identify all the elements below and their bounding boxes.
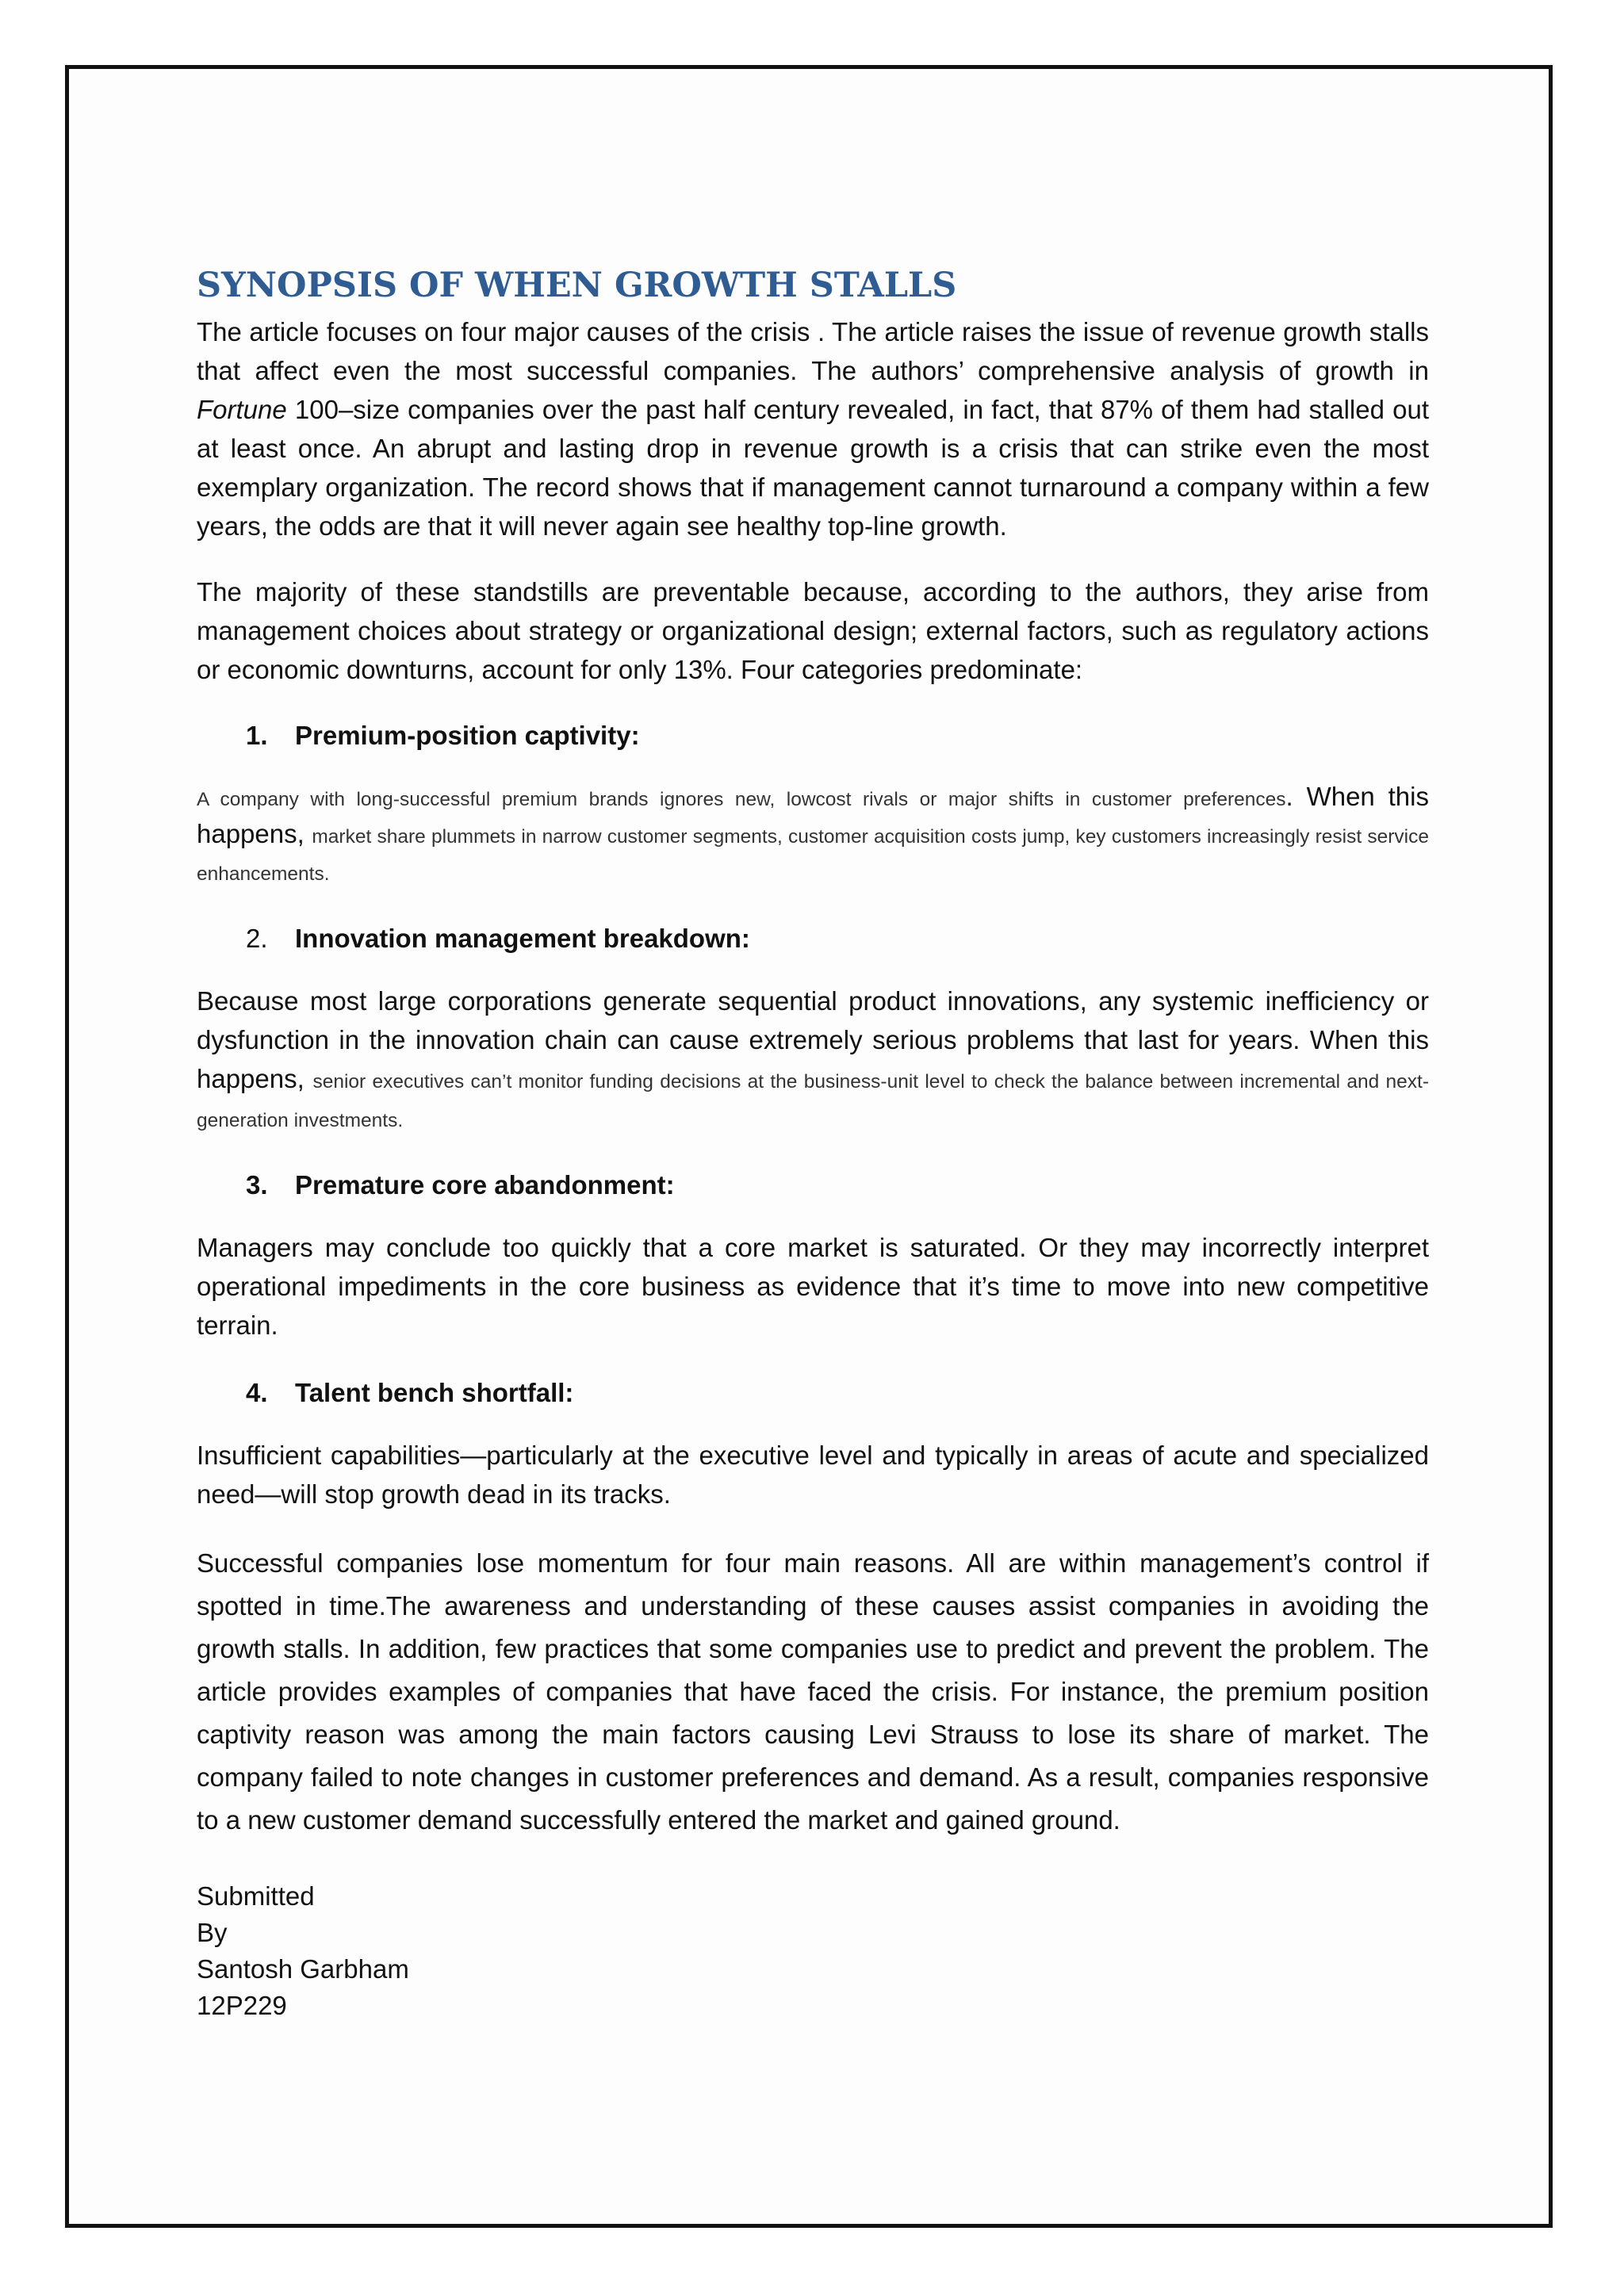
item-number: 3. [246,1170,268,1200]
item-heading-2 [197,919,1429,958]
item-body-4: Insufficient capabilities—particularly at the executive level and typically in areas of acute and specialized need—will stop growth dead in its tracks. [197,1441,1429,1509]
item-heading-text: Premium-position captivity: [295,721,640,750]
signature-id: 12P229 [197,1991,287,2020]
signature-submitted: Submitted [197,1881,315,1911]
item-number: 2. [246,924,268,953]
item-small-text: market share plummets in narrow customer segments, customer acquisition costs jump, key customers increasingly resist service enhancements. [197,826,1429,885]
item-heading-text: Premature core abandonment: [295,1170,675,1200]
item-normal-text: . When this happens, [197,782,1429,848]
item-heading-text: Innovation management breakdown: [295,924,750,953]
intro-text-2: 100–size companies over the past half century revealed, in fact, that 87% of them had stalled out at least once. An abrupt and lasting drop in revenue growth is a crisis that can strike even the most exemplary organization. The record shows that if management cannot turnaround a company within a few years, the odds are that it will never again see healthy top-line growth. [197,395,1429,541]
item-body-1 [197,779,1429,890]
item-number: 4. [246,1378,268,1407]
signature-name: Santosh Garbham [197,1954,409,1984]
item-body-3: Managers may conclude too quickly that a core market is saturated. Or they may incorrectly interpret operational impediments in the core business as evidence that it’s time to move into new competitive terrain. [197,1233,1429,1340]
item-number: 1. [246,721,268,750]
signature-by: By [197,1918,228,1947]
intro-italic: Fortune [197,395,287,424]
item-heading-4 [197,1373,1429,1412]
standstills-paragraph: The majority of these standstills are preventable because, according to the authors, they arise from management choices about strategy or organizational design; external factors, such as regulatory actions or economic downturns, account for only 13%. Four categories predominate: [197,577,1429,684]
signature-block [197,1878,1429,2024]
item-heading-text: Talent bench shortfall: [295,1378,574,1407]
item-small-text: A company with long-successful premium brands ignores new, lowcost rivals or major shifts in customer preferences [197,789,1286,810]
item-normal-text: Because most large corporations generate sequential product innovations, any systemic inefficiency or dysfunction in the innovation chain can cause extremely serious problems that last for years. When this happens, [197,986,1429,1093]
item-heading-3 [197,1165,1429,1204]
document-body [197,260,1429,2024]
intro-paragraph [197,312,1429,545]
intro-text-1: The article focuses on four major causes of the crisis . The article raises the issue of revenue growth stalls that affect even the most successful companies. The authors’ comprehensive analysis of growth in [197,317,1429,385]
item-small-text: senior executives can’t monitor funding decisions at the business-unit level to check the balance between incremental and next-generation investments. [197,1071,1429,1131]
page-title: SYNOPSIS OF WHEN GROWTH STALLS [197,266,957,305]
item-heading-1 [197,716,1429,755]
item-body-2 [197,982,1429,1137]
closing-paragraph: Successful companies lose momentum for four main reasons. All are within management’s control if spotted in time.The awareness and understanding of these causes assist companies in avoiding the growth stalls. In addition, few practices that some companies use to predict and prevent the problem. The article provides examples of companies that have faced the crisis. For instance, the premium position captivity reason was among the main factors causing Levi Strauss to lose its share of market. The company failed to note changes in customer preferences and demand. As a result, companies responsive to a new customer demand successfully entered the market and gained ground. [197,1548,1429,1835]
